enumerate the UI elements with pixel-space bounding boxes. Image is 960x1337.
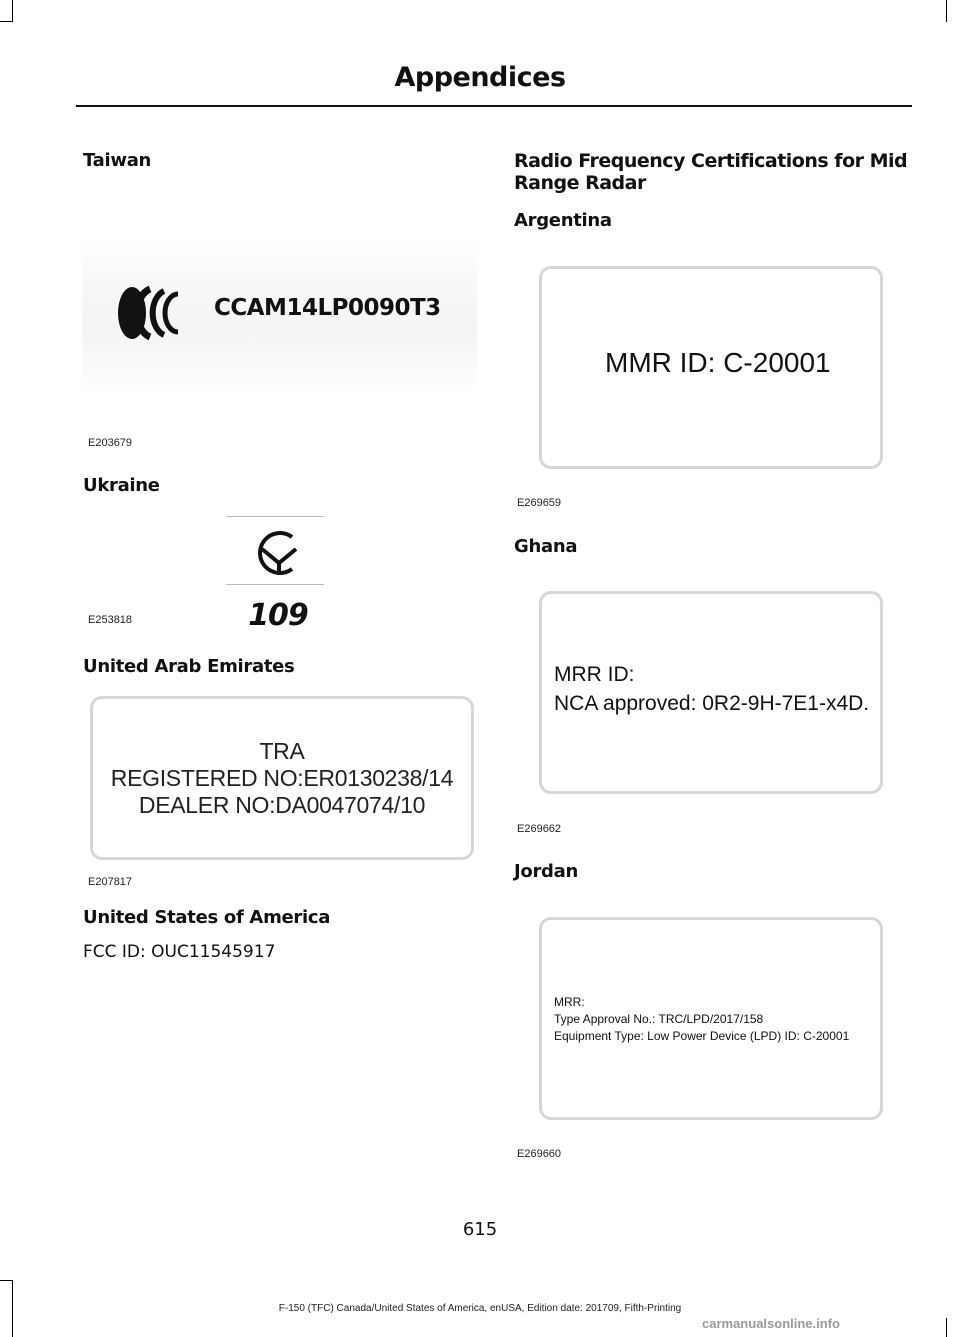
taiwan-heading: Taiwan [83, 150, 152, 171]
ukraine-mark-number: 109 [248, 598, 308, 633]
edition-info: F-150 (TFC) Canada/United States of America, enUSA, Edition date: 201709, Fifth-Printing [278, 1303, 682, 1314]
crop-mark-top-right [946, 0, 947, 22]
usa-heading: United States of America [83, 907, 331, 928]
ghana-label-line-1: MRR ID: [554, 663, 635, 686]
crop-mark-top-left [12, 0, 13, 22]
page-number: 615 [462, 1219, 498, 1240]
crop-mark-top-left-h [0, 21, 12, 22]
usa-fcc-id: FCC ID: OUC11545917 [83, 942, 276, 962]
uae-label-line-1: TRA [259, 738, 305, 764]
uae-image-id: E207817 [88, 876, 133, 888]
uae-label-line-2: REGISTERED NO:ER0130238/14 [110, 765, 454, 791]
ghana-heading: Ghana [514, 536, 578, 557]
ukraine-mark-top-rule [226, 516, 324, 517]
watermark: carmanualsonline.info [702, 1316, 840, 1331]
crop-mark-bottom-right [946, 1318, 947, 1337]
radar-section-heading: Radio Frequency Certifications for Mid Range Radar [514, 150, 908, 194]
ukraine-mark-bottom-rule [226, 584, 324, 585]
ghana-label-line-2: NCA approved: 0R2-9H-7E1-x4D. [554, 692, 870, 715]
page-title: Appendices [394, 62, 566, 93]
taiwan-certification-code: CCAM14LP0090T3 [214, 295, 441, 321]
jordan-heading: Jordan [514, 861, 578, 882]
ncc-logo-icon [114, 283, 189, 343]
ukraine-conformity-mark-icon [252, 527, 304, 579]
jordan-label-line-1: MRR: [554, 995, 585, 1009]
jordan-label-line-3: Equipment Type: Low Power Device (LPD) ID: C-20001 [554, 1029, 850, 1043]
argentina-image-id: E269659 [517, 497, 562, 509]
crop-mark-bottom-left-h [0, 1280, 12, 1281]
uae-label-line-3: DEALER NO:DA0047074/10 [138, 792, 426, 818]
ukraine-heading: Ukraine [83, 475, 160, 496]
taiwan-image-id: E203679 [88, 437, 133, 449]
header-divider [76, 105, 912, 107]
ukraine-image-id: E253818 [88, 614, 133, 626]
argentina-heading: Argentina [514, 210, 612, 231]
argentina-label-text: MMR ID: C-20001 [605, 347, 831, 378]
jordan-label-line-2: Type Approval No.: TRC/LPD/2017/158 [554, 1012, 764, 1026]
jordan-image-id: E269660 [517, 1148, 562, 1160]
ghana-image-id: E269662 [517, 823, 562, 835]
uae-heading: United Arab Emirates [83, 656, 295, 677]
